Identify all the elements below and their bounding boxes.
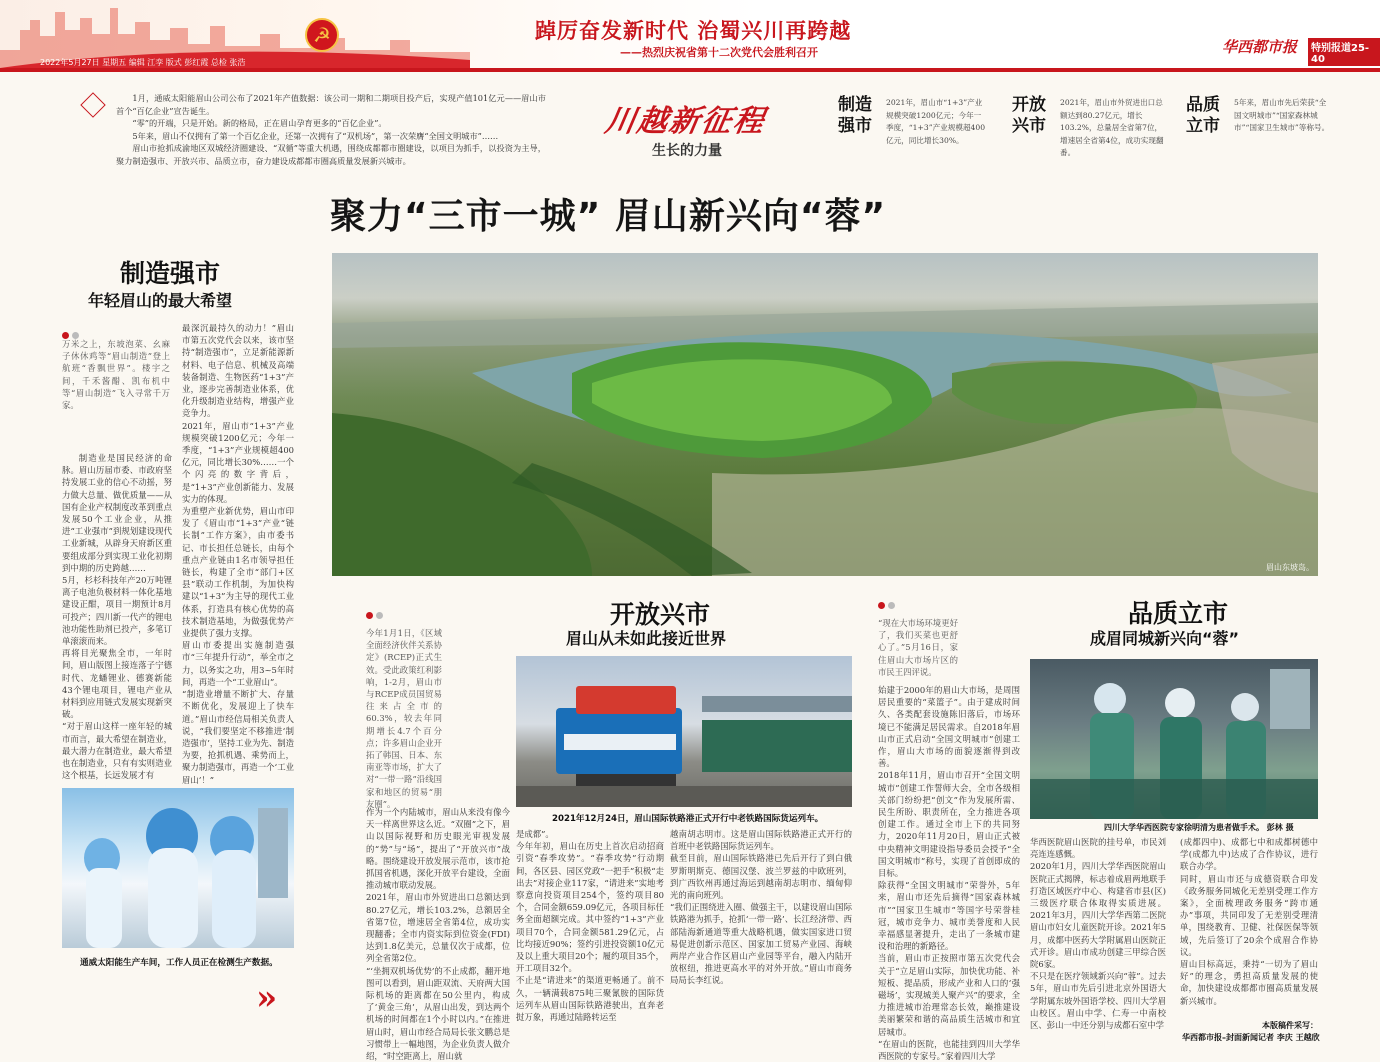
quality-subtitle: 成眉同城新兴向“蓉”: [1090, 629, 1240, 648]
surgery-photo-caption: 四川大学华西医院专家徐明清为患者做手术。 彭林 摄: [1104, 823, 1294, 832]
train-photo-caption: 2021年12月24日，眉山国际铁路港正式开行中老铁路国际货运列车。: [552, 814, 824, 824]
series-calligraphy: 川越新征程: [602, 104, 769, 139]
quality-pull-quote: [878, 594, 958, 687]
quality-column-1: 始建于2000年的眉山大市场，是周围居民重要的“菜篮子”。由于建成时间久、各类配套设施陈旧落后，市场环境已不能满足居民需求。自2018年眉山市正式启动“全国文明城市”创建工作，眉山大市场的面貌逐渐得到改善。 2018年11月，眉山市召开“全国文明城市”创建工作誓师大会，全市各级相关部门纷纷把“创文”作为发展所需、民生所盼、职责所在，全力推进各项创建工作。通过全市上下的共同努力，2020年11月20日，眉山正式被中央精神文明建设指导委员会授予“全国文明城市”称号，实现了首创即成的目标。 除获得“全国文明城市”荣誉外，5年来，眉山市还先后摘得“国家森林城市”“国家卫生城市”等国字号荣誉桂冠，城市竞争力、城市美誉度和人民幸福感显著提升，走出了一条城市建设和治理的新路径。 当前，眉山市正按照市第五次党代会关于“立足眉山实际，加快优功能、补短板、提品质，形成产业和人口的‘强磁场’，实现城美人聚产兴”的要求，全力推进城市治理常态长效，巅推建设美丽繁荣和谐的高品质生活城市和宜居城市。 “在眉山的医院，也能挂到四川大学华西医院的专家号。”家着四川大学: [878, 685, 1020, 1062]
quality-pull-text: “现在大市场环境更好了，我们买菜也更舒心了。”5月16日，家住眉山大市场片区的市民王四评说。: [878, 618, 958, 677]
train-photo: [516, 656, 852, 807]
series-subtitle: 生长的力量: [652, 143, 722, 159]
opening-column-3: 越南胡志明市。这是眉山国际铁路港正式开行的首班中老铁路国际货运列车。 截至目前，眉山国际铁路港已先后开行了到白俄罗斯明斯克、德国汉堡、波兰罗兹的中欧班列，到广西钦州再通过海运到越南胡志明市、缅甸仰光的南向班列。 “我们正围绕进入圈、做强主干，以建设眉山国际铁路港为抓手，抢抓‘一带一路’、长江经济带、西部陆海新通道等重大战略机遇，做实国家进口贸易促进创新示范区、国家加工贸易产业园、海峡两岸产业合作区眉山产业园等平台，融入内陆开放枢纽，推进更高水平的对外开放。”眉山市商务局局长李红说。: [670, 829, 852, 986]
manufacturing-column-1: 制造业是国民经济的命脉。眉山历届市委、市政府坚持发展工业的信心不动摇，努力做大总量、做优质量——从国有企业产权制度改革到重点发展50个工业企业，从推进“工业强市”到规划建设现代工业新城，从辟身天府新区重要组成部分到实现工业化初期到中期的历史跨越…… 5月，杉杉科技年产20万吨锂离子电池负极材料一体化基地建设正酣，项目一期预计8月可投产；四川新一代产的锂电池功能性助剂已投产，多笔订单滚滚而来。 再将目光聚焦全市，一年时间，眉山版图上接连落子宁德时代、龙蟠锂业、德赛新能43个锂电项目，锂电产业从材料到应用链式发展实现新突破。 “对于眉山这样一座年轻的城市而言，最大希望在制造业，最大潜力在制造业，最大希望也在制造业，只有有实则造业这个根基，长远发展才有: [62, 453, 172, 781]
opening-pull-text: 今年1月1日，《区域全面经济伙伴关系协定》(RCEP)正式生效。受此政策红利影响，1-2月，眉山市与RCEP成员国贸易往来占全市的60.3%，较去年同期增长4.7个百分点；许多眉山企业开拓了韩国、日本、东南亚等市场，扩大了对“一带一路”沿线国家和地区的贸易“朋友圈”。: [366, 628, 442, 809]
factory-photo: [62, 788, 294, 948]
intro-paragraph: 眉山市抢抓成渝地区双城经济圈建设、“双循”等重大机遇，围绕成都都市圈建设，以项目为抓手，以投资为主导，聚力制造强市、开放兴市、品质立市，奋力建设成都都市圈高质量发展新兴城市。: [116, 143, 546, 166]
quality-title: 品质立市: [1128, 599, 1229, 628]
party-emblem: ☭: [305, 18, 339, 52]
main-headline: 聚力“三市一城” 眉山新兴向“蓉”: [330, 196, 887, 237]
manufacturing-column-2: 最深沉最持久的动力！”眉山市第五次党代会以来，该市坚持“制造强市”，立足新能源新材料、电子信息、机械及高端装备制造、生物医药“1+3”产业，逐步完善制造业体系，优化升级制造业结构，增强产业竞争力。 2021年，眉山市“1+3”产业规模突破1200亿元；今年一季度，“1+3”产业规模超400亿元，同比增长30%……一个个闪亮的数字背后，是“1+3”产业创新能力、发展实力的体现。 为重塑产业新优势，眉山市印发了《眉山市“1+3”产业“链长制”工作方案》，由市委书记、市长担任总链长，由每个重点产业链由1名市领导担任链长，构建了全市“部门+区县”联动工作机制，为加快构建以“1+3”为主导的现代工业体系，打造具有核心优势的高技术制造基地，为做强优势产业提供了强力支撑。 眉山市委提出实施制造强市“三年提升行动”，举全市之力，以务实之功，用3~5年时间，再造一个“工业眉山”。 “制造业增量不断扩大、存量不断优化，发展迎上了快车道。”眉山市经信局相关负责人说，“我们要坚定不移推进‘制造强市’，坚持工业为先、制造为要，抢抓机遇、乘势而上，聚力制造强市，再造一个‘工业眉山’！”: [182, 323, 294, 785]
surgery-photo: [1030, 659, 1318, 819]
banner-subtitle: ——热烈庆祝省第十二次党代会胜利召开: [620, 46, 818, 59]
keypoint-text: 2021年，眉山市外贸进出口总额达到80.27亿元，增长103.2%，总量居全省第7位，增速居全省第4位，成功实现翻番。: [1060, 98, 1164, 157]
aerial-photo-caption: 眉山东坡岛。: [1266, 563, 1314, 572]
opening-column-1: 作为一个内陆城市，眉山从来没有像今天一样离世界这么近。“双圈”之下，眉山以国际视野和历史眼光审视发展的“势”与“场”，提出了“开放兴市”战略。围绕建设开放发展示范市，该市抢抓国省机遇，深化开放平台建设，全面推动城市联动发展。 2021年，眉山市外贸进出口总额达到80.27亿元，增长103.2%，总额居全省第7位，增速居全省第4位，成功实现翻番；全市内资实际到位资金(FDI)达到1.8亿美元，总量仅次于成都，位列全省第2位。 “‘坐拥双机场优势’的不止成都，翻开地图可以看到，眉山距双流、天府两大国际机场的距离都在50公里内，构成了‘黄金三角’，从眉山出发，到达两个机场的时间都在1个小时以内。”在推进眉山时，眉山市经合局局长张文鹏总是习惯带上一幅地图，为企业负责人做介绍，“时空距离上，眉山就: [366, 807, 510, 1062]
keypoint-quality: [1186, 95, 1336, 165]
opening-pull-quote: [366, 604, 442, 825]
manufacturing-title: 制造强市: [120, 259, 221, 288]
page-number-badge: 特别报道25-40: [1308, 38, 1380, 66]
keypoint-text: 2021年，眉山市“1+3”产业规模突破1200亿元；今年一季度，“1+3”产业规模超400亿元，同比增长30%。: [886, 98, 986, 145]
intro-paragraph: 1月，通威太阳能眉山公司公布了2021年产值数据：该公司一期和二期项目投产后，实现产值101亿元——眉山市首个“百亿企业”宣告诞生。: [116, 93, 546, 116]
chevrons-decoration: »: [256, 978, 278, 1018]
opening-column-2: 是成都”。 今年年初，眉山在历史上首次启动招商引资“春季攻势”。“春季攻势”行动期间，各区县、园区党政“一把手”积极“走出去”对接企业117家，“请进来”实地考察意向投资项目254个，签约项目80个，合同金额659.09亿元，各项目标任务全面超额完成。其中签约“1+3”产业项目70个，合同金额581.29亿元，占比均接近90%；签约引进投资额10亿元及以上重大项目20个；履约项目35个，开工项目32个。 不止是“请进来”的渠道更畅通了。前不久，一辆满载875吨三聚氰胺的国际货运列车从眉山国际铁路港驶出，直奔老挝万象，再通过陆路转运至: [516, 829, 664, 1023]
intro-paragraph: 5年来，眉山不仅拥有了第一个百亿企业，还第一次拥有了“双机场”，第一次荣膺“全国文明城市”……: [132, 130, 499, 141]
banner-red-line: [0, 68, 1380, 72]
intro-paragraph: “零”的开端，只是开始。新的格局，正在眉山孕育更多的“百亿企业”。: [132, 118, 387, 129]
intro-text: [116, 92, 546, 172]
byline-authors: 华西都市报–封面新闻记者 李庆 王越欣: [1182, 1033, 1320, 1042]
quality-column-2: 华西医院眉山医院的挂号单，市民刘亮连连感慨。 2020年1月，四川大学华西医院眉山医院正式揭牌，标志着成眉两地联手打造区域医疗中心、构建省市县(区)三级医疗联合体取得实质进展。2021年3月，四川大学华西第二医院眉山市妇女儿童医院开诊。2021年5月，成都中医药大学附属眉山医院正式开诊。眉山市成功创建三甲综合医院6家。 不只是在医疗领域新兴向“蓉”。过去5年，眉山市先后引进北京外国语大学附属东坡外国语学校、四川大学眉山校区。眉山中学、仁寿一中南校区、彭山一中还分别与成都石室中学: [1030, 837, 1166, 1031]
opening-title: 开放兴市: [610, 600, 711, 629]
dateline: 2022年5月27日 星期五 编辑 江孪 版式 彭红霞 总检 张浩: [40, 58, 246, 67]
keypoint-manufacturing: [838, 95, 988, 165]
keypoint-text: 5年来，眉山市先后荣获“全国文明城市”“国家森林城市”“国家卫生城市”等称号。: [1234, 98, 1330, 132]
banner-title: 踔厉奋发新时代 治蜀兴川再跨越: [535, 19, 852, 43]
keypoint-title: 品质立市: [1186, 95, 1220, 136]
byline-label: 本版稿件采写：: [1262, 1021, 1318, 1030]
section-dots: [878, 594, 958, 613]
quality-column-3: (成都四中)、成都七中和成都树德中学(成都九中)达成了合作协议，进行联合办学。 同时，眉山市还与成德资联合印发《政务服务同城化无差别受理工作方案》，全面梳理政务服务“跨市通办”事项，共同印发了无差别受理清单，围绕教育、卫健、社保医保等领域，先后签订了20余个成眉合作协议。 眉山目标高远，秉持“一切为了眉山好”的理念，勇担高质量发展的使命，加快建设成都都市圈高质量发展新兴城市。: [1180, 837, 1318, 1006]
keypoint-opening: [1012, 95, 1162, 165]
keypoint-title: 开放兴市: [1012, 95, 1046, 136]
manufacturing-subtitle: 年轻眉山的最大希望: [88, 291, 233, 310]
newspaper-logo: 华西都市报: [1222, 38, 1298, 56]
section-dots: [366, 604, 442, 623]
intro-marker: [80, 92, 105, 117]
keypoint-title: 制造强市: [838, 95, 872, 136]
manufacturing-pull-quote: 万米之上，东坡泡菜、幺麻子休休鸡等“眉山制造”登上航班“香飘世界”。楼宇之间，千禾酱醋、凯布机中等“眉山制造”飞入寻常千万家。: [62, 339, 170, 411]
factory-photo-caption: 通威太阳能生产车间，工作人员正在检测生产数据。: [80, 958, 278, 968]
aerial-photo: [332, 253, 1318, 576]
opening-subtitle: 眉山从未如此接近世界: [566, 629, 727, 648]
